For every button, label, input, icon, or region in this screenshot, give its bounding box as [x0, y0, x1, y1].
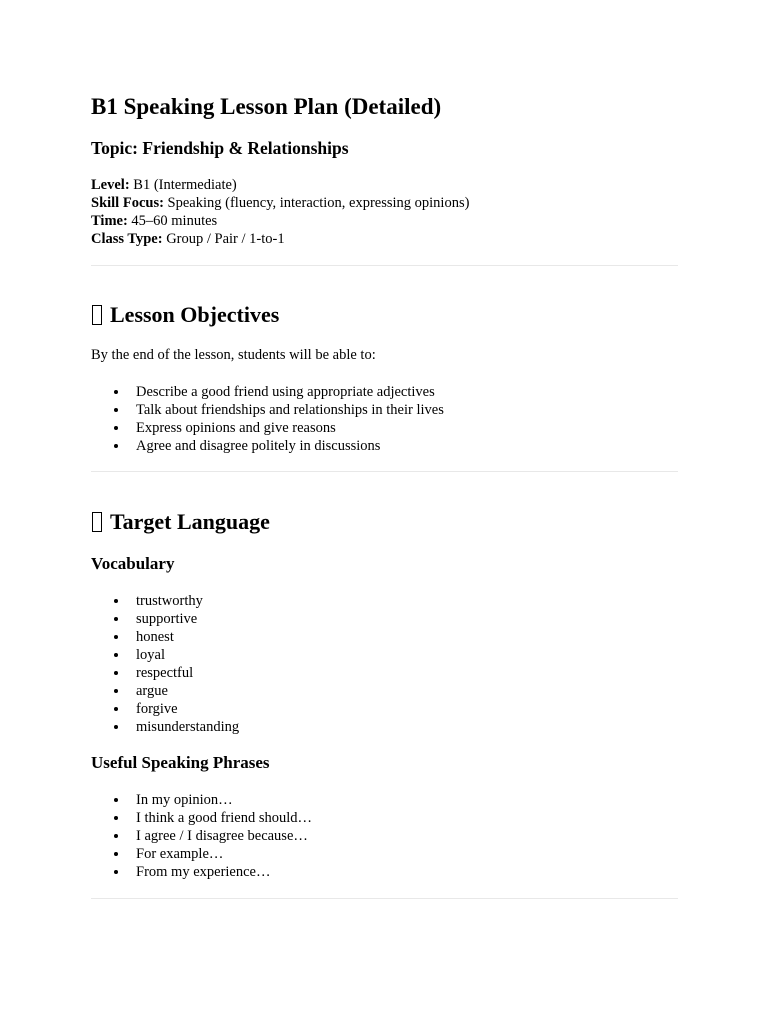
divider: [91, 471, 678, 472]
list-item: Describe a good friend using appropriate adjectives: [91, 383, 444, 401]
missing-glyph-icon: [92, 305, 102, 325]
lesson-meta: [91, 176, 469, 248]
list-item: For example…: [91, 845, 312, 863]
divider: [91, 265, 678, 266]
vocabulary-list: [91, 592, 239, 736]
list-item: honest: [91, 628, 239, 646]
phrases-heading: Useful Speaking Phrases: [91, 753, 270, 772]
list-item: Talk about friendships and relationships in their lives: [91, 401, 444, 419]
meta-value: B1 (Intermediate): [133, 177, 237, 193]
list-item: From my experience…: [91, 863, 312, 881]
list-item: respectful: [91, 664, 239, 682]
objectives-intro: By the end of the lesson, students will be able to:: [91, 347, 376, 363]
missing-glyph-icon: [92, 512, 102, 532]
objectives-list: [91, 383, 444, 455]
objectives-heading: [91, 301, 279, 329]
meta-value: Group / Pair / 1-to-1: [166, 231, 285, 247]
divider: [91, 898, 678, 899]
meta-skill-focus: [91, 194, 469, 212]
page-title: B1 Speaking Lesson Plan (Detailed): [91, 94, 442, 119]
meta-label: Skill Focus:: [91, 195, 164, 211]
meta-time: [91, 212, 469, 230]
vocabulary-heading: Vocabulary: [91, 554, 175, 573]
list-item: I think a good friend should…: [91, 809, 312, 827]
list-item: argue: [91, 682, 239, 700]
meta-value: 45–60 minutes: [131, 213, 218, 229]
objectives-heading-text: Lesson Objectives: [110, 302, 280, 327]
meta-label: Level:: [91, 177, 130, 193]
meta-value: Speaking (fluency, interaction, expressing opinions): [167, 195, 470, 211]
meta-class-type: [91, 230, 469, 248]
list-item: forgive: [91, 700, 239, 718]
target-language-heading-text: Target Language: [110, 509, 270, 534]
list-item: I agree / I disagree because…: [91, 827, 312, 845]
topic-heading: Topic: Friendship & Relationships: [91, 138, 349, 158]
meta-label: Class Type:: [91, 231, 163, 247]
meta-level: [91, 176, 469, 194]
list-item: Agree and disagree politely in discussions: [91, 437, 444, 455]
meta-label: Time:: [91, 213, 128, 229]
list-item: supportive: [91, 610, 239, 628]
target-language-heading: [91, 508, 270, 536]
list-item: In my opinion…: [91, 791, 312, 809]
phrases-list: [91, 791, 312, 881]
list-item: Express opinions and give reasons: [91, 419, 444, 437]
list-item: trustworthy: [91, 592, 239, 610]
list-item: misunderstanding: [91, 718, 239, 736]
list-item: loyal: [91, 646, 239, 664]
